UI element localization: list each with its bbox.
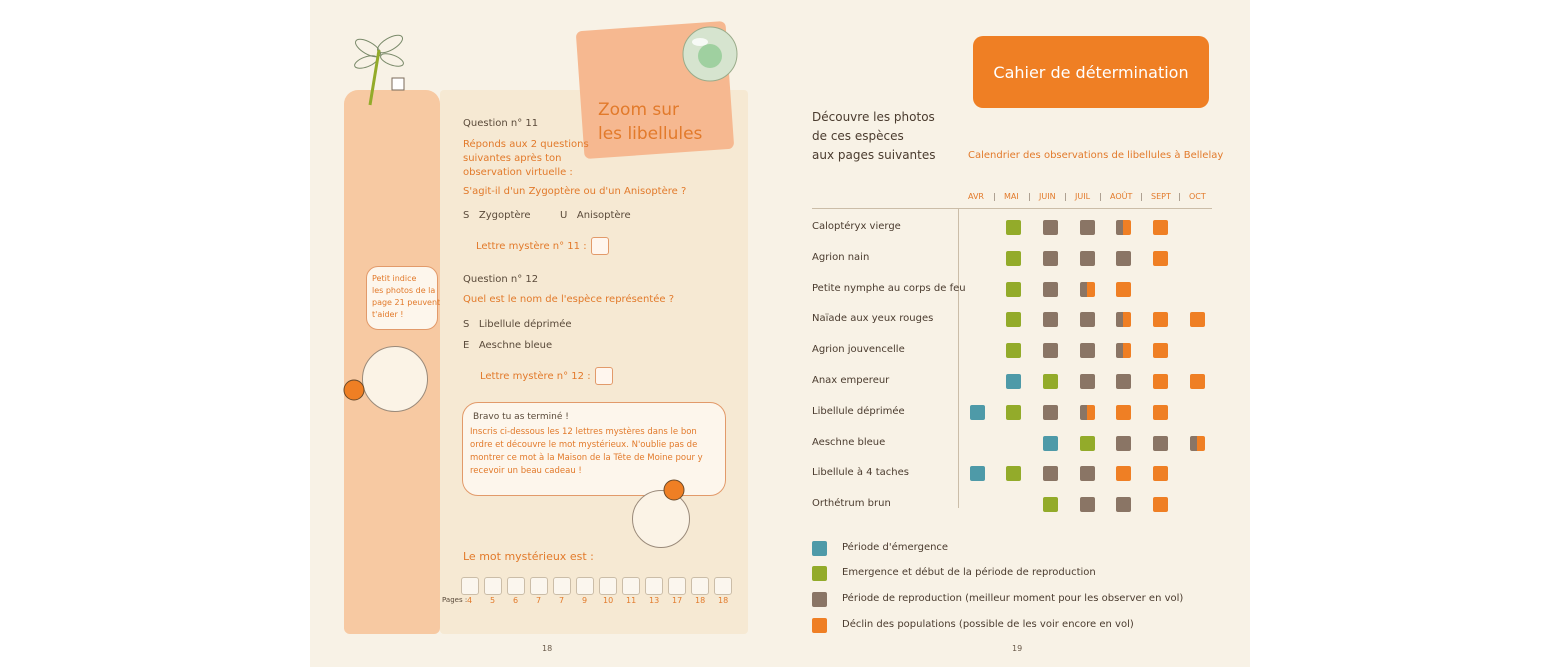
observation-cell: [1116, 343, 1131, 358]
letter-box-11[interactable]: [691, 577, 709, 595]
month-separator: |: [1140, 192, 1143, 201]
letter-box-3[interactable]: [507, 577, 525, 595]
legend-swatch: [812, 566, 827, 581]
q12-label: Question n° 12: [463, 274, 539, 285]
orange-ball-icon-2: [662, 478, 686, 502]
mystery-word-label: Le mot mystérieux est :: [463, 550, 594, 563]
intro-text: Découvre les photos de ces espèces aux pages suivantes: [812, 110, 936, 162]
letter-box-7[interactable]: [599, 577, 617, 595]
boy-illustration: [362, 346, 428, 412]
page-ref-10: 17: [672, 596, 683, 605]
observation-cell: [1006, 312, 1021, 327]
observation-cell: [1080, 405, 1095, 420]
observation-cell: [1190, 374, 1205, 389]
booklet-spread: [310, 0, 1250, 667]
observation-cell: [1116, 251, 1131, 266]
letter-box-10[interactable]: [668, 577, 686, 595]
species-label: Aeschne bleue: [812, 436, 886, 448]
letter-box-4[interactable]: [530, 577, 548, 595]
observation-cell: [1043, 405, 1058, 420]
month-aout: AOÛT: [1110, 192, 1133, 201]
letter-box-2[interactable]: [484, 577, 502, 595]
page-ref-3: 6: [513, 596, 519, 605]
observation-cell: [1006, 251, 1021, 266]
page-ref-12: 18: [718, 596, 729, 605]
observation-cell: [1043, 343, 1058, 358]
calendar-title: Calendrier des observations de libellules à Bellelay: [968, 150, 1224, 161]
month-separator: |: [1064, 192, 1067, 201]
left-page: [310, 0, 780, 667]
observation-cell: [1043, 374, 1058, 389]
page-ref-5: 7: [559, 596, 565, 605]
letter-box-5[interactable]: [553, 577, 571, 595]
species-label: Anax empereur: [812, 375, 890, 386]
observation-cell: [970, 405, 985, 420]
observation-cell: [1153, 466, 1168, 481]
species-label: Libellule à 4 taches: [812, 467, 909, 479]
month-separator: |: [1178, 192, 1181, 201]
observation-cell: [1006, 466, 1021, 481]
species-label: Agrion jouvencelle: [812, 344, 905, 356]
q12-option-e[interactable]: E Aeschne bleue: [463, 340, 553, 351]
observation-cell: [1043, 220, 1058, 235]
letter-box-12[interactable]: [714, 577, 732, 595]
page-ref-1: 4: [467, 596, 473, 605]
observation-cell: [1043, 251, 1058, 266]
q11-instruction: Réponds aux 2 questions suivantes après ton observation virtuelle :: [463, 139, 589, 178]
month-separator: |: [1099, 192, 1102, 201]
q12-mystery-label: Lettre mystère n° 12 :: [480, 371, 591, 382]
pages-label: Pages :: [442, 596, 468, 604]
observation-cell: [970, 466, 985, 481]
letter-box-9[interactable]: [645, 577, 663, 595]
q12-mystery: [480, 367, 613, 385]
observation-cell: [1006, 220, 1021, 235]
page-ref-6: 9: [582, 596, 588, 605]
letter-box-8[interactable]: [622, 577, 640, 595]
observation-cell: [1116, 405, 1131, 420]
species-label: Petite nymphe au corps de feu: [812, 282, 966, 294]
calendar-divider: [958, 208, 959, 508]
hint-text: Petit indice les photos de la page 21 peuvent t'aider !: [372, 274, 441, 319]
legend-label: Déclin des populations (possible de les voir encore en vol): [842, 619, 1134, 630]
letter-box-6[interactable]: [576, 577, 594, 595]
observation-cell: [1153, 343, 1168, 358]
q11-option-s[interactable]: S Zygoptère: [463, 210, 531, 221]
month-oct: OCT: [1189, 192, 1206, 201]
orange-ball-icon: [342, 378, 366, 402]
page-number-right: 19: [1012, 644, 1023, 653]
observation-cell: [1043, 466, 1058, 481]
species-label: Orthétrum brun: [812, 498, 891, 510]
page-number-left: 18: [542, 644, 553, 653]
page-ref-7: 10: [603, 596, 614, 605]
page-ref-11: 18: [695, 596, 706, 605]
observation-cell: [1080, 220, 1095, 235]
month-mai: MAI: [1004, 192, 1019, 201]
q11-label: Question n° 11: [463, 118, 539, 129]
observation-cell: [1080, 374, 1095, 389]
observation-cell: [1116, 220, 1131, 235]
observation-cell: [1043, 497, 1058, 512]
q11-letter-box[interactable]: [591, 237, 609, 255]
observation-cell: [1080, 497, 1095, 512]
observation-cell: [1153, 374, 1168, 389]
month-avr: AVR: [968, 192, 984, 201]
observation-cell: [1153, 312, 1168, 327]
species-label: Caloptéryx vierge: [812, 221, 901, 232]
page-ref-8: 11: [626, 596, 637, 605]
observation-cell: [1116, 312, 1131, 327]
q11-option-u[interactable]: U Anisoptère: [560, 210, 631, 221]
dragonfly-icon: [350, 30, 420, 110]
legend-swatch: [812, 592, 827, 607]
observation-cell: [1153, 405, 1168, 420]
observation-cell: [1116, 466, 1131, 481]
q11-question: S'agit-il d'un Zygoptère ou d'un Anisoptère ?: [463, 186, 687, 197]
observation-cell: [1190, 436, 1205, 451]
species-label: Naïade aux yeux rouges: [812, 313, 934, 325]
observation-cell: [1190, 312, 1205, 327]
bravo-title: Bravo tu as terminé !: [473, 412, 569, 422]
q12-question: Quel est le nom de l'espèce représentée ?: [463, 294, 675, 305]
calendar-header-rule: [812, 208, 1212, 209]
bravo-text: Inscris ci-dessous les 12 lettres mystères dans le bon ordre et découvre le mot mystérieux. N'oublie pas de montrer ce mot à la Maison de la Tête de Moine pour y recevoir un beau cadeau !: [470, 427, 703, 476]
species-label: Libellule déprimée: [812, 405, 905, 417]
observation-cell: [1153, 251, 1168, 266]
q12-option-s[interactable]: S Libellule déprimée: [463, 319, 572, 330]
observation-cell: [1080, 312, 1095, 327]
observation-cell: [1080, 436, 1095, 451]
q11-mystery-label: Lettre mystère n° 11 :: [476, 241, 587, 252]
month-separator: |: [1028, 192, 1031, 201]
legend-label: Période de reproduction (meilleur moment pour les observer en vol): [842, 593, 1184, 604]
legend-swatch: [812, 618, 827, 633]
observation-cell: [1006, 343, 1021, 358]
observation-cell: [1116, 436, 1131, 451]
observation-cell: [1080, 466, 1095, 481]
page-ref-2: 5: [490, 596, 496, 605]
observation-cell: [1153, 220, 1168, 235]
observation-cell: [1080, 282, 1095, 297]
observation-cell: [1080, 251, 1095, 266]
observation-cell: [1006, 282, 1021, 297]
q12-letter-box[interactable]: [595, 367, 613, 385]
observation-cell: [1006, 405, 1021, 420]
month-juil: JUIL: [1075, 192, 1091, 201]
observation-cell: [1153, 436, 1168, 451]
legend-label: Période d'émergence: [842, 542, 949, 553]
q11-mystery: [476, 237, 609, 255]
month-sept: SEPT: [1151, 192, 1171, 201]
observation-cell: [1116, 282, 1131, 297]
letter-box-1[interactable]: [461, 577, 479, 595]
observation-cell: [1006, 374, 1021, 389]
observation-cell: [1080, 343, 1095, 358]
observation-cell: [1116, 374, 1131, 389]
marble-icon: [680, 24, 740, 84]
determination-title: Cahier de détermination: [973, 36, 1209, 108]
section-title: Zoom sur les libellules: [598, 100, 703, 144]
month-juin: JUIN: [1039, 192, 1056, 201]
legend-swatch: [812, 541, 827, 556]
page-ref-9: 13: [649, 596, 660, 605]
observation-cell: [1153, 497, 1168, 512]
legend-label: Emergence et début de la période de reproduction: [842, 567, 1096, 578]
observation-cell: [1043, 282, 1058, 297]
observation-cell: [1043, 436, 1058, 451]
observation-cell: [1116, 497, 1131, 512]
species-label: Agrion nain: [812, 251, 870, 263]
month-separator: |: [993, 192, 996, 201]
observation-cell: [1043, 312, 1058, 327]
page-ref-4: 7: [536, 596, 542, 605]
